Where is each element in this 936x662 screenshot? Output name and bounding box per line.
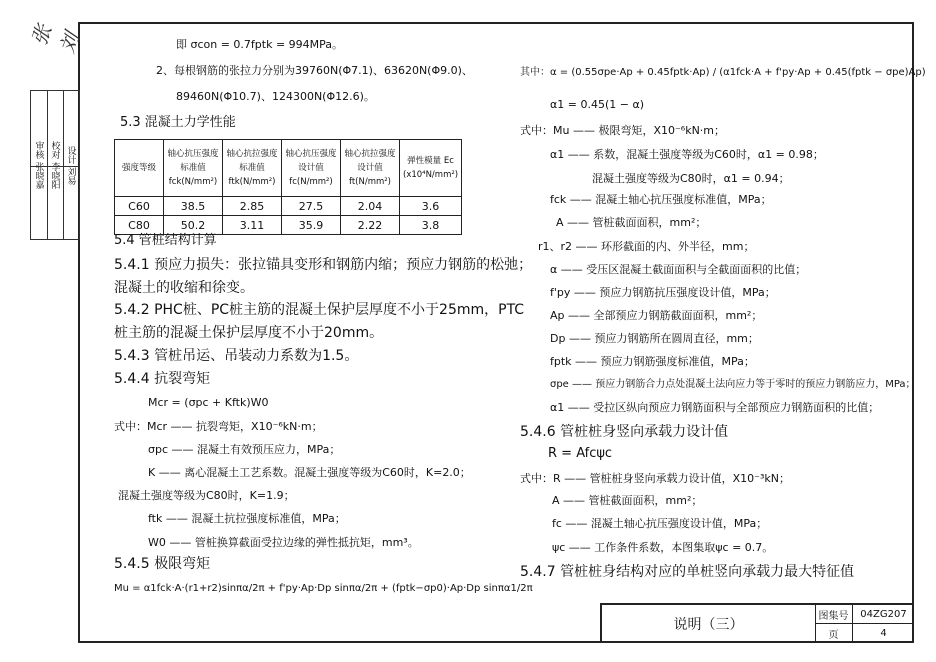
table-cell: 2.85: [223, 197, 282, 216]
definition-line: fptk —— 预应力钢筋强度标准值，MPa；: [550, 355, 755, 368]
table-row: [115, 216, 462, 235]
section-heading: 5.3 混凝土力学性能: [120, 115, 236, 130]
concrete-property-table: [114, 139, 462, 235]
definition-line: Dp —— 预应力钢筋所在圆周直径，mm；: [550, 332, 759, 345]
definition-line: Ap —— 全部预应力钢筋截面面积，mm²；: [550, 309, 763, 322]
table-header: 轴心抗压强度标准值 fck(N/mm²): [164, 140, 223, 197]
approval-col-1: 审核 张晓嘉: [31, 91, 48, 239]
table-header: 强度等级: [115, 140, 164, 197]
signature-1: 张: [26, 21, 57, 49]
section-heading: 5.4.5 极限弯矩: [114, 556, 211, 572]
atlas-number: 04ZG207: [853, 605, 914, 624]
formula-mu: Mu = α1fck·A·(r1+r2)sinπα/2π + f'py·Ap·Dp sinπα/2π + (fptk−σp0)·Ap·Dp sinπα1/2π: [114, 583, 533, 594]
definition-line: f'py —— 预应力钢筋抗压强度设计值，MPa；: [550, 286, 776, 299]
formula-r: R = Afcψc: [548, 446, 613, 461]
table-cell: 35.9: [282, 216, 341, 235]
definition-line: W0 —— 管桩换算截面受拉边缘的弹性抵抗矩，mm³。: [148, 536, 419, 549]
table-cell: 2.04: [341, 197, 400, 216]
signature-2: 刘: [54, 29, 85, 57]
approval-col-3: 设计 刘易: [65, 145, 76, 185]
definition-line: σpc —— 混凝土有效预压应力，MPa；: [148, 443, 341, 456]
table-header-row: [115, 140, 462, 197]
text-line: 89460N(Φ10.7)、124300N(Φ12.6)。: [176, 90, 375, 103]
sheet-title: 说明（三）: [602, 605, 816, 643]
table-header: 轴心抗压强度设计值 fc(N/mm²): [282, 140, 341, 197]
formula-mcr: Mcr = (σpc + Kftk)W0: [148, 396, 269, 409]
definition-line: 式中：Mu —— 极限弯矩，X10⁻⁶kN·m；: [520, 124, 726, 137]
table-header: 轴心抗拉强度标准值 ftk(N/mm²): [223, 140, 282, 197]
formula-alpha: 其中：α = (0.55σpe·Ap + 0.45fptk·Ap) / (α1fck·A + f'py·Ap + 0.45(fptk − σpe)Ap): [520, 67, 926, 78]
table-cell: 27.5: [282, 197, 341, 216]
definition-line: A —— 管桩截面面积，mm²；: [556, 216, 707, 229]
table-header: 轴心抗拉强度设计值 ft(N/mm²): [341, 140, 400, 197]
atlas-label: 图集号: [815, 605, 853, 624]
approval-col-2: 校对 李晓阳: [47, 91, 64, 239]
definition-line: A —— 管桩截面面积，mm²；: [552, 494, 703, 507]
definition-line: α1 —— 受拉区纵向预应力钢筋面积与全部预应力钢筋面积的比值；: [550, 401, 880, 414]
definition-line: 式中：R —— 管桩桩身竖向承载力设计值，X10⁻³kN；: [520, 472, 790, 485]
table-cell: 2.22: [341, 216, 400, 235]
definition-line: σpe —— 预应力钢筋合力点处混凝土法向应力等于零时的预应力钢筋应力，MPa；: [550, 379, 916, 390]
text-line: 5.4.2 PHC桩、PC桩主筋的混凝土保护层厚度不小于25mm，PTC: [114, 302, 525, 318]
table-cell: 3.11: [223, 216, 282, 235]
definition-line: α —— 受压区混凝土截面面积与全截面面积的比值；: [550, 263, 807, 276]
table-cell: 3.8: [400, 216, 462, 235]
definition-line: α1 —— 系数，混凝土强度等级为C60时，α1 = 0.98；: [550, 148, 824, 161]
text-line: 桩主筋的混凝土保护层厚度不小于20mm。: [114, 325, 384, 341]
page-label: 页: [815, 624, 853, 643]
definition-line: ψc —— 工作条件系数，本图集取ψc = 0.7。: [552, 541, 774, 554]
table-cell: 38.5: [164, 197, 223, 216]
table-cell: C60: [115, 197, 164, 216]
title-block: [600, 603, 914, 643]
text-line: 即 σcon = 0.7fptk = 994MPa。: [176, 38, 344, 51]
definition-line: 式中：Mcr —— 抗裂弯矩，X10⁻⁶kN·m；: [114, 420, 323, 433]
definition-line: 混凝土强度等级为C80时，K=1.9；: [118, 489, 295, 502]
text-line: 2、每根钢筋的张拉力分别为39760N(Φ7.1)、63620N(Φ9.0)、: [156, 64, 473, 77]
formula-alpha1: α1 = 0.45(1 − α): [550, 98, 644, 111]
text-line: 5.4.3 管桩吊运、吊装动力系数为1.5。: [114, 348, 359, 364]
table-cell: 50.2: [164, 216, 223, 235]
definition-line: ftk —— 混凝土抗拉强度标准值，MPa；: [148, 512, 346, 525]
definition-line: K —— 离心混凝土工艺系数。混凝土强度等级为C60时，K=2.0；: [148, 466, 471, 479]
table-header: 弹性模量 Ec (x10⁴N/mm²): [400, 140, 462, 197]
definition-line: fc —— 混凝土轴心抗压强度设计值，MPa；: [552, 517, 768, 530]
approval-divider: [31, 166, 79, 167]
definition-line: fck —— 混凝土轴心抗压强度标准值，MPa；: [550, 193, 772, 206]
table-cell: C80: [115, 216, 164, 235]
page-number: 4: [880, 628, 887, 639]
section-heading: 5.4.4 抗裂弯矩: [114, 371, 211, 387]
table-cell: 3.6: [400, 197, 462, 216]
text-line: 5.4.1 预应力损失：张拉锚具变形和钢筋内缩；预应力钢筋的松弛；: [114, 257, 533, 273]
definition-line: r1、r2 —— 环形截面的内、外半径，mm；: [538, 240, 755, 253]
section-heading: 5.4.6 管桩桩身竖向承载力设计值: [520, 424, 729, 440]
approval-strip: [30, 90, 80, 240]
section-heading: 5.4.7 管桩桩身结构对应的单桩竖向承载力最大特征值: [520, 564, 855, 580]
definition-line: 混凝土强度等级为C80时，α1 = 0.94；: [592, 172, 790, 185]
table-row: [115, 197, 462, 216]
section-heading: 5.4 管桩结构计算: [114, 233, 217, 248]
text-line: 混凝土的收缩和徐变。: [114, 280, 254, 296]
